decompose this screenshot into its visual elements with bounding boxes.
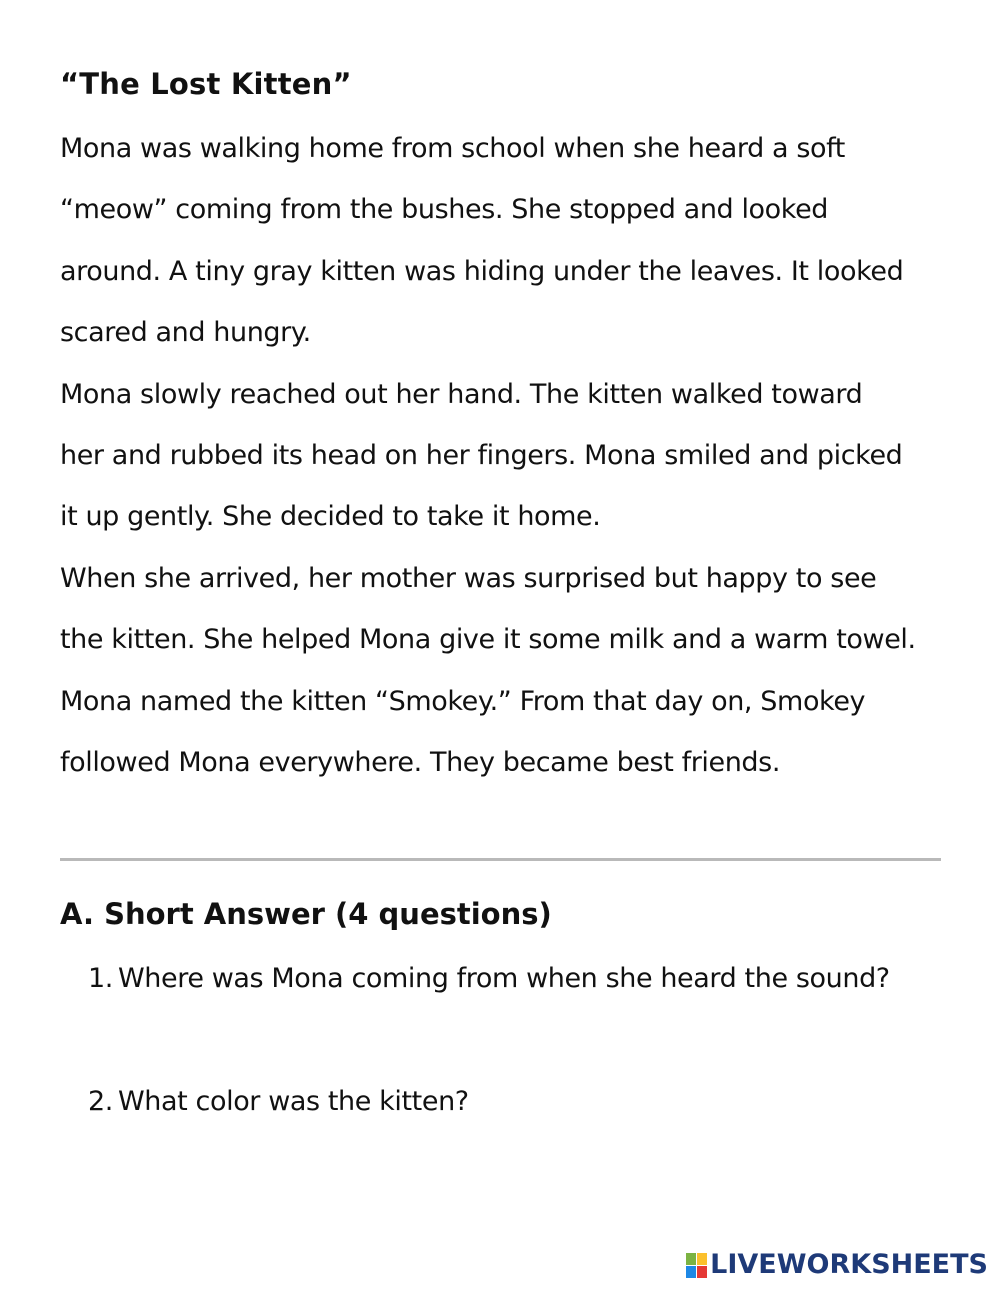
section-heading: A. Short Answer (4 questions) [60, 897, 552, 931]
story-line: When she arrived, her mother was surprised but happy to see [60, 562, 877, 594]
story-line: followed Mona everywhere. They became best friends. [60, 746, 781, 778]
question-1 [88, 957, 890, 1001]
story-line: it up gently. She decided to take it home. [60, 501, 601, 533]
question-2 [88, 1080, 469, 1124]
logo-tile [686, 1253, 696, 1265]
story-title: “The Lost Kitten” [60, 67, 352, 101]
story-line: her and rubbed its head on her fingers. Mona smiled and picked [60, 439, 903, 471]
story-text [60, 118, 960, 793]
story-line: “meow” coming from the bushes. She stopped and looked [60, 194, 829, 226]
story-line: Mona named the kitten “Smokey.” From that day on, Smokey [60, 685, 866, 717]
question-number: 1. [88, 963, 113, 994]
question-text: What color was the kitten? [118, 1086, 469, 1117]
logo-tile [697, 1253, 707, 1265]
liveworksheets-logo-icon [686, 1253, 707, 1278]
story-line: Mona slowly reached out her hand. The kitten walked toward [60, 378, 863, 410]
story-line: Mona was walking home from school when she heard a soft [60, 133, 845, 164]
logo-text: LIVEWORKSHEETS [710, 1249, 988, 1280]
liveworksheets-logo [686, 1250, 988, 1280]
story-line: around. A tiny gray kitten was hiding under the leaves. It looked [60, 255, 904, 287]
section-divider [60, 858, 941, 861]
story-line: the kitten. She helped Mona give it some milk and a warm towel. [60, 624, 916, 656]
logo-tile [697, 1266, 707, 1278]
logo-tile [686, 1266, 696, 1278]
story-line: scared and hungry. [60, 317, 311, 349]
question-text: Where was Mona coming from when she heard the sound? [118, 963, 890, 994]
question-number: 2. [88, 1086, 113, 1117]
